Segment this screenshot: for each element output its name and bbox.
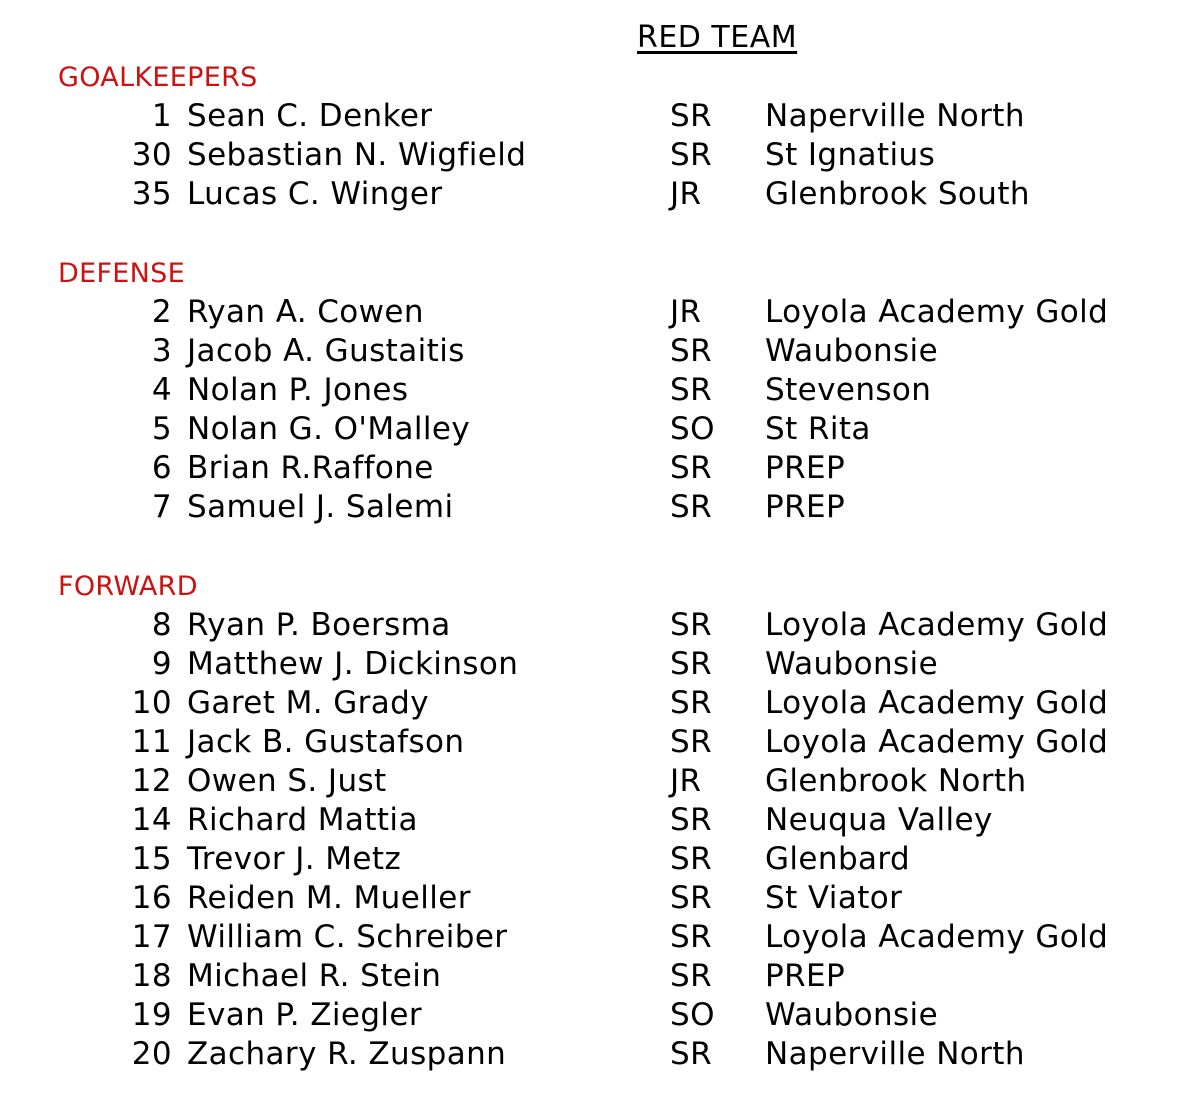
player-number: 12: [131, 763, 172, 799]
player-class: JR: [670, 763, 702, 799]
player-class: SR: [670, 880, 713, 916]
player-class: SR: [670, 919, 713, 955]
player-number: 15: [131, 841, 172, 877]
roster-row: [0, 332, 1200, 371]
roster-row: [0, 957, 1200, 996]
player-class: SR: [670, 1036, 713, 1072]
player-name: Zachary R. Zuspann: [187, 1036, 507, 1072]
roster-row: [0, 175, 1200, 214]
player-class: SO: [670, 411, 715, 447]
roster-row: [0, 606, 1200, 645]
roster-row: [0, 762, 1200, 801]
player-number: 1: [151, 98, 172, 134]
roster-row: [0, 840, 1200, 879]
player-school: PREP: [765, 958, 846, 994]
player-school: Loyola Academy Gold: [765, 294, 1109, 330]
player-number: 8: [151, 607, 172, 643]
player-class: SR: [670, 333, 713, 369]
player-name: William C. Schreiber: [187, 919, 508, 955]
player-class: SR: [670, 841, 713, 877]
roster-row: [0, 449, 1200, 488]
player-class: SR: [670, 450, 713, 486]
player-class: SR: [670, 607, 713, 643]
player-number: 4: [151, 372, 172, 408]
player-name: Sean C. Denker: [187, 98, 433, 134]
player-name: Reiden M. Mueller: [187, 880, 471, 916]
player-class: SR: [670, 685, 713, 721]
player-school: Waubonsie: [765, 333, 939, 369]
roster-row: [0, 371, 1200, 410]
roster-row: [0, 293, 1200, 332]
roster-row: [0, 918, 1200, 957]
player-school: Waubonsie: [765, 997, 939, 1033]
player-name: Lucas C. Winger: [187, 176, 443, 212]
player-number: 9: [151, 646, 172, 682]
player-number: 3: [151, 333, 172, 369]
player-name: Jack B. Gustafson: [187, 724, 465, 760]
player-name: Samuel J. Salemi: [187, 489, 454, 525]
player-school: Naperville North: [765, 1036, 1025, 1072]
roster-row: [0, 136, 1200, 175]
player-school: St Viator: [765, 880, 903, 916]
player-name: Garet M. Grady: [187, 685, 430, 721]
player-number: 17: [131, 919, 172, 955]
player-number: 20: [131, 1036, 172, 1072]
player-school: Loyola Academy Gold: [765, 685, 1109, 721]
roster-row: [0, 996, 1200, 1035]
page-title: RED TEAM: [637, 20, 798, 55]
player-name: Nolan P. Jones: [187, 372, 409, 408]
player-name: Jacob A. Gustaitis: [187, 333, 465, 369]
player-name: Sebastian N. Wigfield: [187, 137, 527, 173]
player-name: Ryan P. Boersma: [187, 607, 451, 643]
player-school: Loyola Academy Gold: [765, 724, 1109, 760]
player-class: JR: [670, 176, 702, 212]
player-name: Owen S. Just: [187, 763, 387, 799]
player-class: SR: [670, 489, 713, 525]
player-name: Trevor J. Metz: [187, 841, 402, 877]
player-school: PREP: [765, 450, 846, 486]
player-name: Brian R.Raffone: [187, 450, 434, 486]
player-name: Matthew J. Dickinson: [187, 646, 519, 682]
player-class: SR: [670, 372, 713, 408]
player-name: Michael R. Stein: [187, 958, 442, 994]
player-school: Loyola Academy Gold: [765, 607, 1109, 643]
roster-row: [0, 879, 1200, 918]
player-class: SR: [670, 646, 713, 682]
player-name: Evan P. Ziegler: [187, 997, 423, 1033]
player-number: 30: [131, 137, 172, 173]
player-name: Richard Mattia: [187, 802, 418, 838]
player-class: SR: [670, 137, 713, 173]
player-class: SR: [670, 958, 713, 994]
player-school: Glenbard: [765, 841, 911, 877]
player-school: PREP: [765, 489, 846, 525]
roster-row: [0, 723, 1200, 762]
player-school: Waubonsie: [765, 646, 939, 682]
roster-row: [0, 97, 1200, 136]
player-number: 11: [131, 724, 172, 760]
player-number: 6: [151, 450, 172, 486]
player-school: St Rita: [765, 411, 871, 447]
player-class: SR: [670, 724, 713, 760]
player-number: 2: [151, 294, 172, 330]
player-name: Ryan A. Cowen: [187, 294, 424, 330]
roster-row: [0, 1035, 1200, 1074]
roster-row: [0, 410, 1200, 449]
player-class: SR: [670, 802, 713, 838]
player-number: 16: [131, 880, 172, 916]
player-school: Naperville North: [765, 98, 1025, 134]
player-school: Glenbrook South: [765, 176, 1030, 212]
roster-row: [0, 645, 1200, 684]
player-number: 35: [131, 176, 172, 212]
player-school: Neuqua Valley: [765, 802, 993, 838]
player-number: 10: [131, 685, 172, 721]
player-name: Nolan G. O'Malley: [187, 411, 471, 447]
section-heading-goalkeepers: GOALKEEPERS: [58, 62, 258, 93]
section-heading-defense: DEFENSE: [58, 258, 185, 289]
roster-row: [0, 684, 1200, 723]
player-number: 19: [131, 997, 172, 1033]
player-school: Glenbrook North: [765, 763, 1027, 799]
player-number: 18: [131, 958, 172, 994]
player-class: JR: [670, 294, 702, 330]
player-class: SO: [670, 997, 715, 1033]
player-class: SR: [670, 98, 713, 134]
player-school: Stevenson: [765, 372, 932, 408]
section-heading-forward: FORWARD: [58, 571, 198, 602]
player-school: Loyola Academy Gold: [765, 919, 1109, 955]
roster-row: [0, 488, 1200, 527]
player-number: 7: [151, 489, 172, 525]
player-number: 5: [151, 411, 172, 447]
roster-row: [0, 801, 1200, 840]
player-number: 14: [131, 802, 172, 838]
player-school: St Ignatius: [765, 137, 936, 173]
